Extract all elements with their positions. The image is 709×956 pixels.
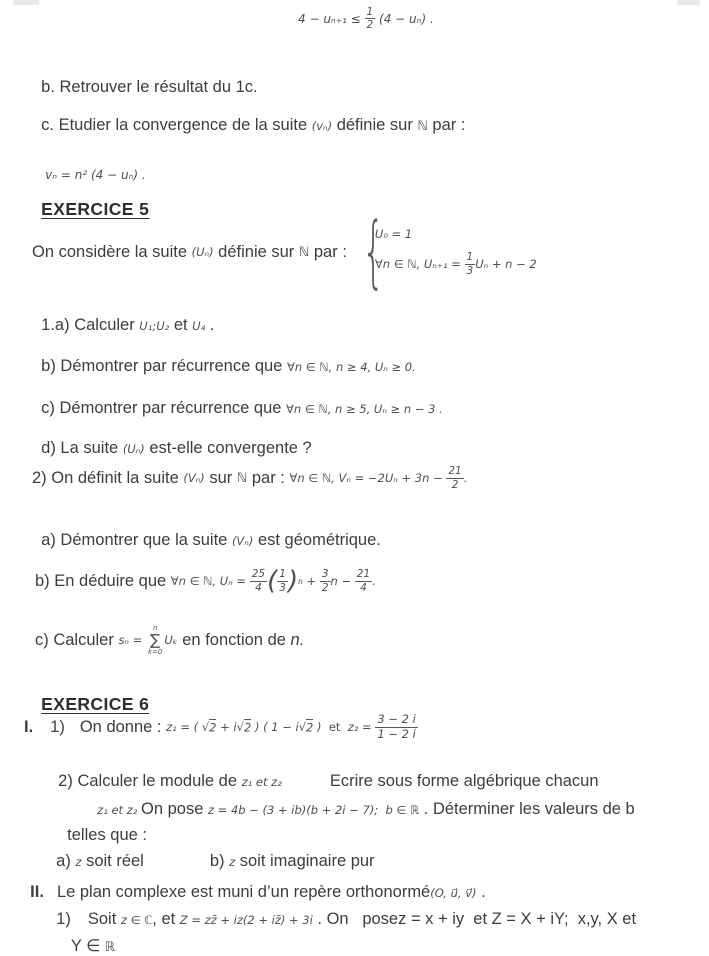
ex6-qa-number: a) xyxy=(56,852,76,870)
q2c-text: c) Calculer xyxy=(35,630,119,649)
q1c-line xyxy=(32,380,443,418)
q2b-text: b) En déduire que xyxy=(35,571,171,590)
question-c-text: c. Etudier la convergence de la suite xyxy=(41,116,312,134)
page-edge-artifact-right xyxy=(677,0,700,5)
q2a-end: est géométrique. xyxy=(253,531,381,549)
formula-vn-text: vₙ = n² (4 − uₙ) . xyxy=(45,168,146,182)
roman-numeral-one: I. xyxy=(24,717,34,736)
question-b-line xyxy=(32,59,258,97)
page-edge-artifact-left xyxy=(13,0,39,5)
z2-fraction: $\frac{3 - 2 i}{1 - 2 i}$ xyxy=(377,712,416,741)
natural-numbers-symbol: ℕ xyxy=(298,244,310,260)
q1a-end: . xyxy=(205,316,215,334)
q1a-math-u1u2: U₁;U₂ xyxy=(139,319,170,333)
z2-label: z₂ = xyxy=(347,720,376,734)
ex6-qa-z: z xyxy=(75,855,82,869)
plus-sign: + xyxy=(302,574,320,588)
ex6-part2-q1-number: 1) xyxy=(56,910,71,928)
formula-vn-definition xyxy=(36,146,146,184)
q2b-line xyxy=(35,556,376,606)
q1b-math: ∀n ∈ ℕ, n ≥ 4, Uₙ ≥ 0. xyxy=(286,360,416,374)
orthonormal-frame-notation: (O, u⃗, v⃗) xyxy=(430,886,477,900)
ex6-qa-text: soit réel xyxy=(81,852,144,870)
ex6-q2-number: 2) xyxy=(58,772,78,790)
summation-symbol xyxy=(148,625,162,656)
right-paren: ) xyxy=(287,566,299,596)
q2-mid: sur xyxy=(204,468,237,487)
system-row-recurrence: ∀n ∈ ℕ, Uₙ₊₁ = $\frac{1}{3}$ Uₙ + n − 2 xyxy=(374,251,537,277)
exercise5-intro-mid: définie sur xyxy=(213,242,299,261)
fraction-one-third: $\frac{1}{3}$ xyxy=(466,251,474,277)
q1d-end: est-elle convergente ? xyxy=(144,439,312,457)
system-brace: { xyxy=(362,206,385,297)
exercise5-intro-end: par : xyxy=(309,242,347,261)
q1b-text: b) Démontrer par récurrence que xyxy=(41,357,287,375)
fraction-21-4: $\frac{21}{4}$ xyxy=(356,568,371,594)
q2b-formula-end: . xyxy=(372,574,376,588)
sqrt-2: √2 xyxy=(201,720,217,734)
ex6-q3-z1z2: z₁ et z₂ xyxy=(97,803,142,817)
ex6-part2-end: . xyxy=(476,883,486,901)
fraction-one-third: $\frac{1}{3}$ xyxy=(279,568,286,594)
q1a-line xyxy=(32,297,214,335)
sequence-un-notation: (Uₙ) xyxy=(191,245,214,259)
roman-numeral-two: II. xyxy=(30,883,44,901)
y-in-r-line xyxy=(62,917,115,956)
formula-inequality-rhs: (4 − uₙ) . xyxy=(375,11,434,26)
natural-numbers-symbol: ℕ xyxy=(417,119,428,134)
ex6-part2-q1-text: Soit xyxy=(87,910,121,928)
sqrt-2: √2 xyxy=(298,720,314,734)
sqrt-2: √2 xyxy=(236,720,252,734)
q2-formula: ∀n ∈ ℕ, Vₙ = −2Uₙ + 3n − xyxy=(289,471,447,485)
ex6-q1-text: On donne : xyxy=(79,717,167,736)
q2b-formula-mid: n − xyxy=(330,574,355,588)
z-in-complex: z ∈ ℂ xyxy=(120,913,153,927)
fraction-25-4: $\frac{25}{4}$ xyxy=(251,568,266,594)
q1a-math-u4: U₄ xyxy=(192,319,206,333)
ex6-part1-q1-line xyxy=(24,703,418,751)
question-c-line xyxy=(32,97,465,135)
left-paren: ( xyxy=(267,566,278,596)
q1d-text: d) La suite xyxy=(41,439,123,457)
z1-formula: z₁ = ( √2 + i√2 ) ( 1 − i√2 ) xyxy=(166,720,322,734)
Z-formula: Z = zz̄ + iz(2 + iz̄) + 3i xyxy=(179,913,313,927)
ex6-q3-line xyxy=(88,781,635,819)
sum-upper-limit: n xyxy=(152,623,158,632)
q2c-n-italic: n. xyxy=(290,630,305,649)
fraction-one-half: $\frac{1}{2}$ xyxy=(366,6,374,32)
ex6-part2-text: Le plan complexe est muni d’un repère orthonormé xyxy=(56,883,431,901)
q1a-text: 1.a) Calculer xyxy=(41,316,140,334)
q2a-line xyxy=(32,512,381,550)
q2a-math-vn: (Vₙ) xyxy=(231,534,254,548)
q1b-line xyxy=(32,338,416,376)
ex6-qb-text: soit imaginaire pur xyxy=(235,852,375,870)
q2-mid2: par : xyxy=(247,468,290,487)
sum-lower-limit: k=0 xyxy=(147,647,163,656)
ex6-part2-q1-mid: , et xyxy=(152,910,180,928)
question-b-text: b. Retrouver le résultat du 1c. xyxy=(41,78,258,96)
ex6-q2-text: Calculer le module de xyxy=(77,772,242,790)
q2c-uk: Uₖ xyxy=(164,633,178,647)
recurrence-system xyxy=(355,206,537,297)
exercise6-title: EXERCICE 6 xyxy=(41,694,150,714)
sequence-vn-cap-notation: (Vₙ) xyxy=(183,471,205,485)
telles-que-text: telles que : xyxy=(67,826,147,844)
question-c-mid: définie sur xyxy=(332,116,418,134)
ex6-part2-q1-line xyxy=(47,891,636,929)
fraction-3-2: $\frac{3}{2}$ xyxy=(321,568,329,594)
real-numbers-symbol: ℝ xyxy=(100,940,115,955)
natural-numbers-symbol: ℕ xyxy=(236,470,248,486)
q2c-sn: sₙ = xyxy=(118,633,146,647)
system-rows xyxy=(375,227,537,276)
q1d-math-un: (Uₙ) xyxy=(122,442,145,456)
sigma-glyph: ∑ xyxy=(150,630,161,649)
q1a-mid: et xyxy=(169,316,193,334)
q2a-text: a) Démontrer que la suite xyxy=(41,531,232,549)
ex6-q2-text2: Ecrire sous forme algébrique chacun xyxy=(329,772,599,790)
exercise5-title: EXERCICE 5 xyxy=(41,199,150,219)
ex6-q3-text: On pose xyxy=(141,800,208,818)
y-in-text: Y ∈ xyxy=(70,937,101,955)
q2b-formula-pre: ∀n ∈ ℕ, Uₙ = xyxy=(170,574,250,588)
sequence-vn-notation: (vₙ) xyxy=(311,119,333,133)
q1c-math: ∀n ∈ ℕ, n ≥ 5, Uₙ ≥ n − 3 . xyxy=(286,402,443,416)
q2-line xyxy=(32,456,467,500)
fraction-21-2: $\frac{21}{2}$ xyxy=(448,465,462,491)
system-row-initial: U₀ = 1 xyxy=(374,227,413,242)
ex6-qb-z: z xyxy=(229,855,236,869)
formula-inequality-lhs: 4 − uₙ₊₁ ≤ xyxy=(298,11,365,26)
q2-formula-end: . xyxy=(463,471,468,485)
question-c-end: par : xyxy=(427,116,466,134)
exponent-n: n xyxy=(298,576,303,586)
formula-inequality xyxy=(298,6,434,31)
q2c-end-text: en fonction de xyxy=(177,630,291,649)
q1c-text: c) Démontrer par récurrence que xyxy=(41,399,287,417)
ex6-q1-number: 1) xyxy=(50,717,65,736)
ex6-qb-number: b) xyxy=(209,852,230,870)
q2c-line xyxy=(35,620,304,660)
et-connector: et xyxy=(321,720,348,734)
ex6-q3-formula: z = 4b − (3 + ib)(b + 2i − 7); b ∈ ℝ xyxy=(207,803,420,817)
ex6-q3-text2: . Déterminer les valeurs de b xyxy=(419,800,635,818)
ex6-q2-z1z2: z₁ et z₂ xyxy=(241,775,282,789)
q2-text: 2) On définit la suite xyxy=(32,468,184,487)
ex6-part2-q1-text2: . On posez = x + iy et Z = X + iY; x,y, X et xyxy=(312,910,637,928)
q1d-line xyxy=(32,420,312,458)
exercise5-intro-text: On considère la suite xyxy=(32,242,192,261)
